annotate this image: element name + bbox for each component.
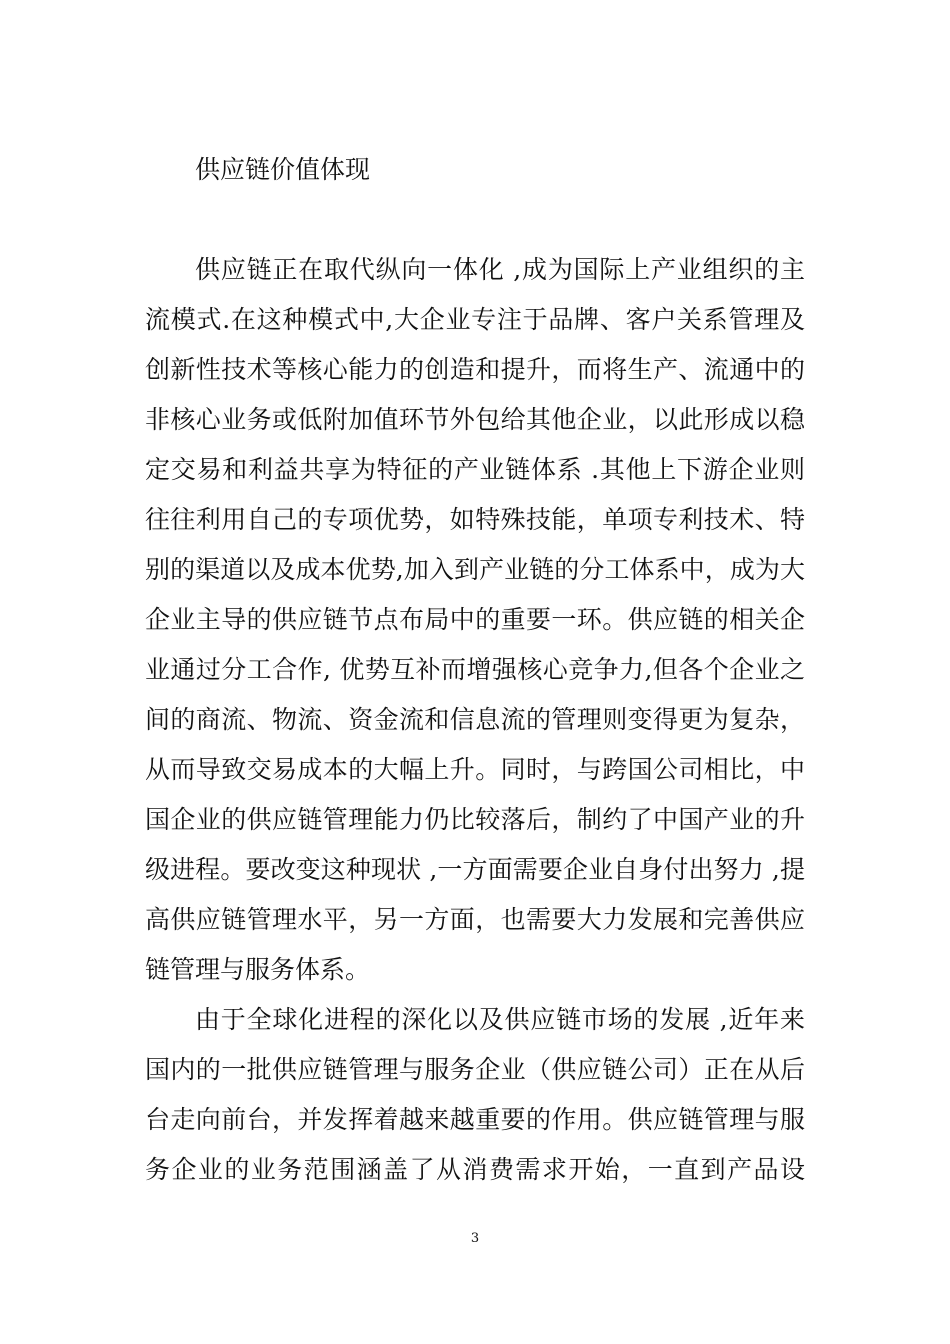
section-title: 供应链价值体现 <box>195 155 371 184</box>
paragraph-line: 链管理与服务体系。 <box>145 955 371 984</box>
paragraph-line: 高供应链管理水平，另一方面，也需要大力发展和完善供应 <box>145 905 805 934</box>
paragraph-line: 定交易和利益共享为特征的产业链体系 .其他上下游企业则 <box>145 455 805 484</box>
paragraph-line: 务企业的业务范围涵盖了从消费需求开始，一直到产品设 <box>145 1155 805 1184</box>
paragraph-line: 非核心业务或低附加值环节外包给其他企业，以此形成以稳 <box>145 405 805 434</box>
paragraph-line: 国企业的供应链管理能力仍比较落后，制约了中国产业的升 <box>145 805 805 834</box>
paragraph-line: 业通过分工合作, 优势互补而增强核心竞争力,但各个企业之 <box>145 655 805 684</box>
paragraph-line: 企业主导的供应链节点布局中的重要一环。供应链的相关企 <box>145 605 805 634</box>
paragraph-line: 创新性技术等核心能力的创造和提升，而将生产、流通中的 <box>145 355 805 384</box>
page-number: 3 <box>470 1231 480 1246</box>
paragraph-line: 间的商流、物流、资金流和信息流的管理则变得更为复杂， <box>145 705 805 734</box>
paragraph-line: 供应链正在取代纵向一体化 ,成为国际上产业组织的主 <box>195 255 805 284</box>
paragraph-line: 国内的一批供应链管理与服务企业（供应链公司）正在从后 <box>145 1055 805 1084</box>
paragraph-line: 别的渠道以及成本优势,加入到产业链的分工体系中，成为大 <box>145 555 805 584</box>
paragraph-line: 由于全球化进程的深化以及供应链市场的发展 ,近年来 <box>195 1005 805 1034</box>
paragraph-line: 往往利用自己的专项优势，如特殊技能，单项专利技术、特 <box>145 505 805 534</box>
paragraph-line: 从而导致交易成本的大幅上升。同时，与跨国公司相比，中 <box>145 755 805 784</box>
paragraph-line: 流模式.在这种模式中,大企业专注于品牌、客户关系管理及 <box>145 305 805 334</box>
paragraph-line: 级进程。要改变这种现状 ,一方面需要企业自身付出努力 ,提 <box>145 855 805 884</box>
paragraph-line: 台走向前台，并发挥着越来越重要的作用。供应链管理与服 <box>145 1105 805 1134</box>
